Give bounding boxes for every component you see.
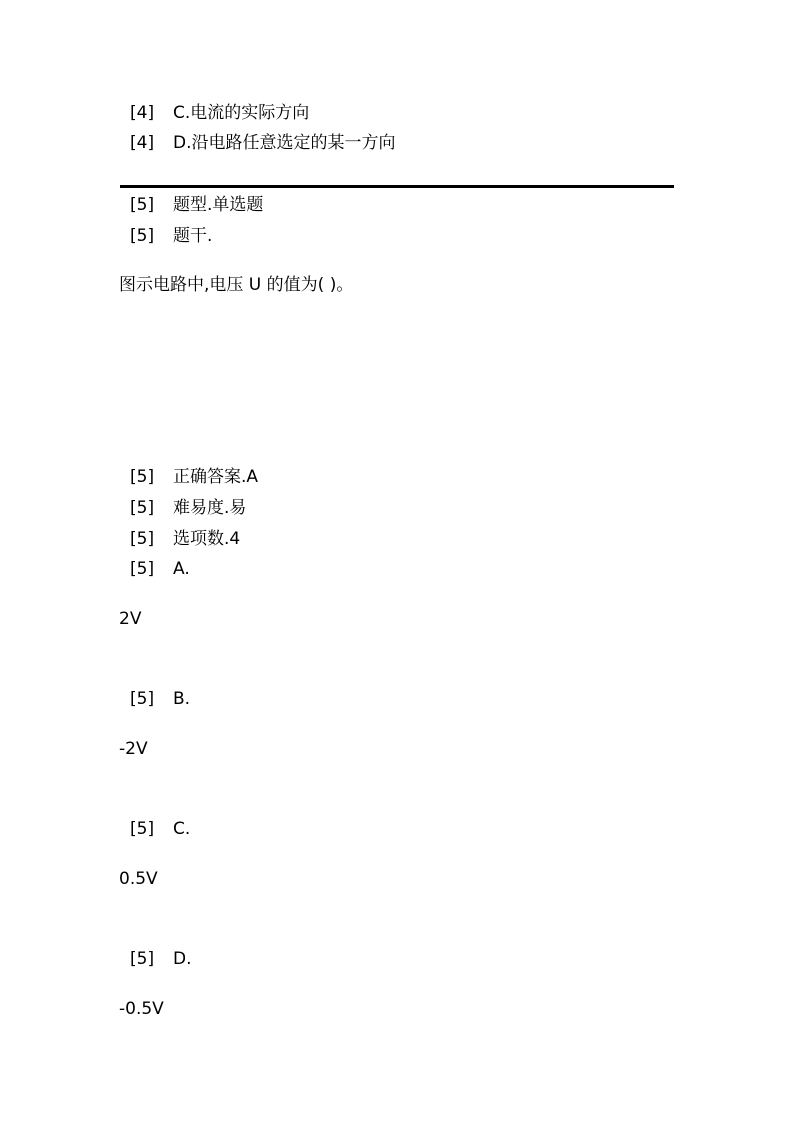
option-label: D. [173,949,192,969]
option-label: A. [173,559,190,579]
option-a-value: 2V [119,609,142,629]
option-text: C.电流的实际方向 [173,103,310,123]
question-stem-label: 题干. [173,226,213,246]
option-count: 选项数.4 [173,529,241,549]
question-number: [4] [130,103,155,123]
question-number: [5] [130,226,155,246]
section-divider [120,185,674,188]
option-b-value: -2V [119,739,148,759]
question-number: [5] [130,529,155,549]
question-stem-text: 图示电路中,电压 U 的值为( )。 [119,275,354,295]
question-number: [5] [130,559,155,579]
option-label: B. [173,689,191,709]
option-c-value: 0.5V [119,869,158,889]
difficulty: 难易度.易 [173,498,247,518]
question-type: 题型.单选题 [173,195,264,215]
option-d-value: -0.5V [119,999,164,1019]
question-number: [4] [130,133,155,153]
question-number: [5] [130,949,155,969]
option-label: C. [173,819,191,839]
question-number: [5] [130,689,155,709]
question-number: [5] [130,195,155,215]
correct-answer: 正确答案.A [173,467,259,487]
option-text: D.沿电路任意选定的某一方向 [173,133,396,153]
question-number: [5] [130,498,155,518]
question-number: [5] [130,467,155,487]
question-number: [5] [130,819,155,839]
